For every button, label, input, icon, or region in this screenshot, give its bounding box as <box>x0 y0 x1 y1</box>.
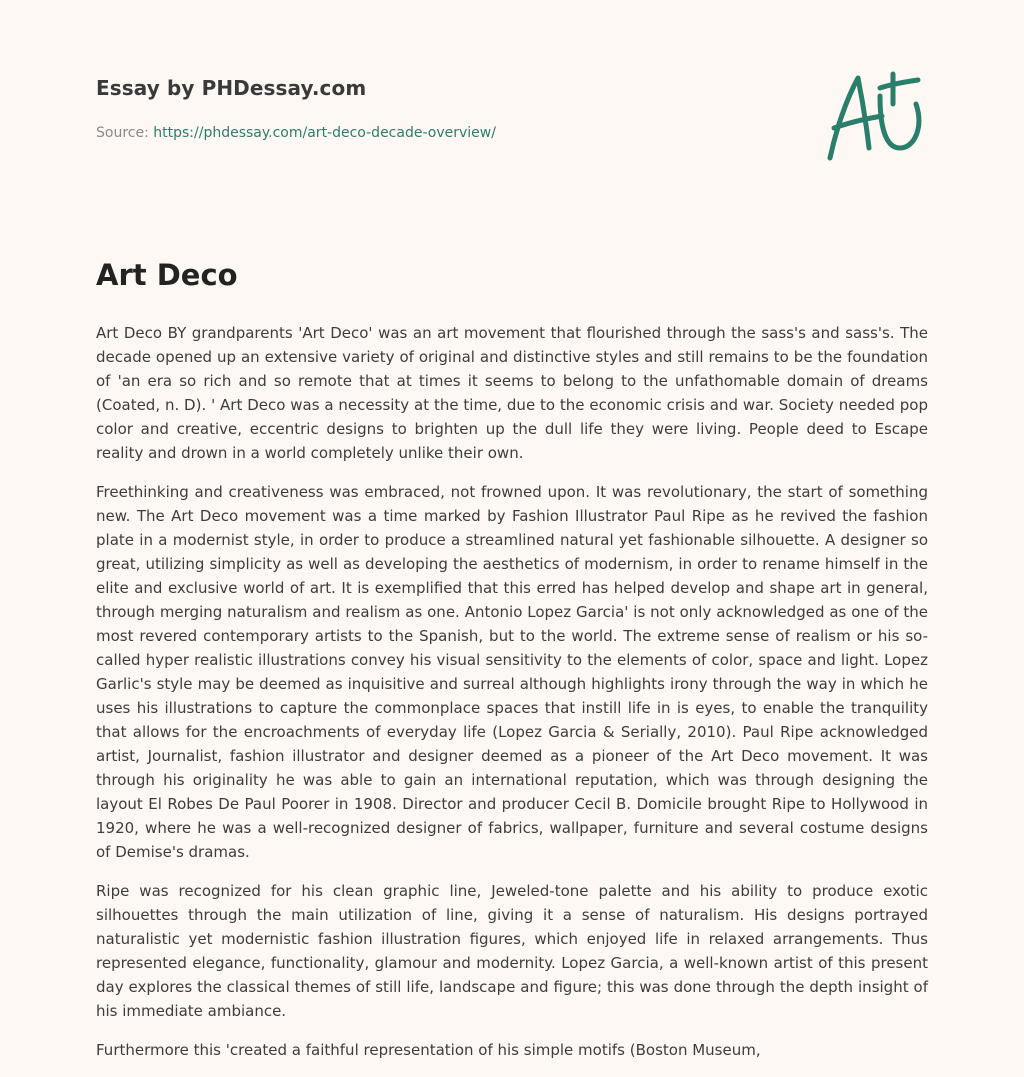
essay-paragraph: Freethinking and creativeness was embraced, not frowned upon. It was revolutionary, the start of something new. The Art Deco movement was a time marked by Fashion Illustrator Paul Ripe as he revived the fashion plate in a modernist style, in order to produce a streamlined natural yet fashionable silhouette. A designer so great, utilizing simplicity as well as developing the aesthetics of modernism, in order to rename himself in the elite and exclusive world of art. It is exemplified that this erred has helped develop and shape art in general, through merging naturalism and realism as one. Antonio Lopez Garcia' is not only acknowledged as one of the most revered contemporary artists to the Spanish, but to the world. The extreme sense of realism or his so-called hyper realistic illustrations convey his visual sensitivity to the elements of color, space and light. Lopez Garlic's style may be deemed as inquisitive and surreal although highlights irony through the way in which he uses his illustrations to capture the commonplace spaces that instill life in is eyes, to enable the tranquility that allows for the encroachments of everyday life (Lopez Garcia & Serially, 2010). Paul Ripe acknowledged artist, Journalist, fashion illustrator and designer deemed as a pioneer of the Art Deco movement. It was through his originality he was able to gain an international reputation, which was through designing the layout El Robes De Paul Poorer in 1908. Director and producer Cecil B. Domicile brought Ripe to Hollywood in 1920, where he was a well-recognized designer of fabrics, wallpaper, furniture and several costume designs of Demise's dramas. <box>96 483 928 861</box>
source-line <box>96 125 496 141</box>
essay-body <box>96 321 928 1062</box>
essay-main <box>96 255 928 1077</box>
essay-paragraph: Art Deco BY grandparents 'Art Deco' was an art movement that flourished through the sass's and sass's. The decade opened up an extensive variety of original and distinctive styles and still remains to be the foundation of 'an era so rich and so remote that at times it seems to belong to the unfathomable domain of dreams (Coated, n. D). ' Art Deco was a necessity at the time, due to the economic crisis and war. Society needed pop color and creative, eccentric designs to brighten up the dull life they were living. People deed to Escape reality and drown in a world completely unlike their own. <box>96 324 928 462</box>
source-link[interactable]: https://phdessay.com/art-deco-decade-overview/ <box>153 125 496 141</box>
page-header <box>96 76 916 141</box>
source-label: Source: <box>96 125 149 141</box>
a-plus-logo-icon <box>820 66 932 166</box>
a-plus-logo-svg <box>820 66 932 166</box>
essay-paragraph: Ripe was recognized for his clean graphic line, Jeweled-tone palette and his ability to produce exotic silhouettes through the main utilization of line, giving it a sense of naturalism. His designs portrayed naturalistic yet modernistic fashion illustration figures, which enjoyed life in relaxed arrangements. Thus represented elegance, functionality, glamour and modernity. Lopez Garcia, a well-known artist of this present day explores the classical themes of still life, landscape and figure; this was done through the depth insight of his immediate ambiance. <box>96 882 928 1020</box>
essay-paragraph: Furthermore this 'created a faithful representation of his simple motifs (Boston Museum, <box>96 1041 761 1059</box>
essay-title: Art Deco <box>96 258 238 292</box>
site-title: Essay by PHDessay.com <box>96 76 367 100</box>
